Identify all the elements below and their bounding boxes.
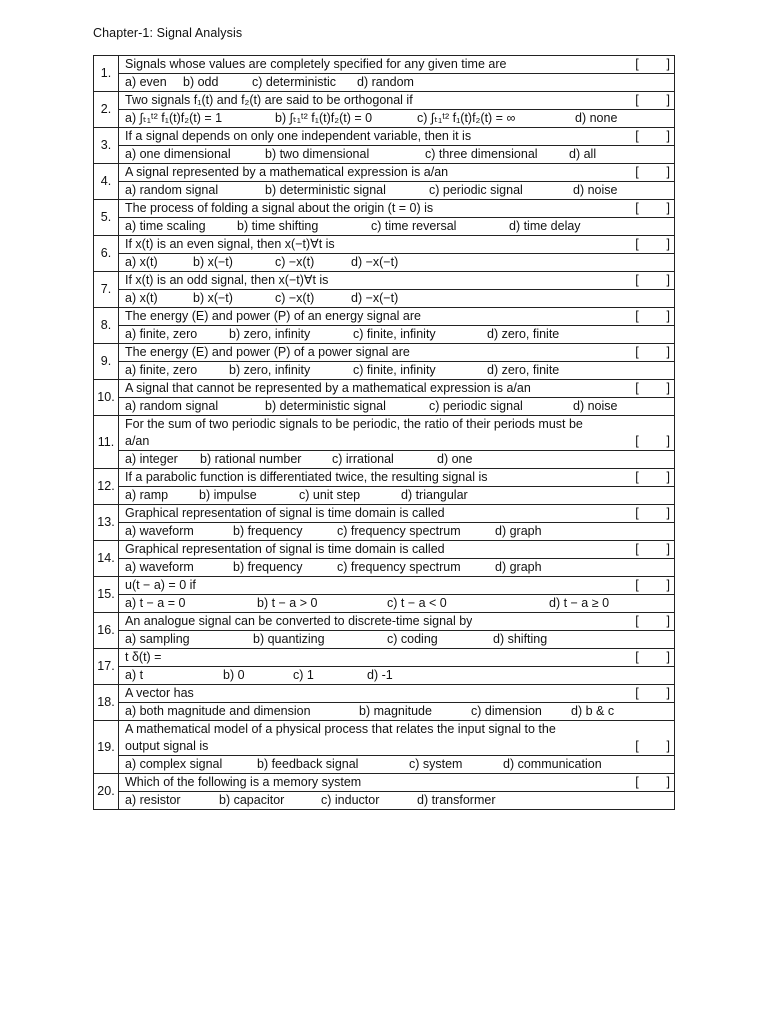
option-c[interactable]: c) frequency spectrum — [337, 524, 461, 538]
question-number: 13. — [94, 505, 119, 541]
question-text: For the sum of two periodic signals to be periodic, the ratio of their periods must be — [125, 417, 583, 431]
option-c[interactable]: c) deterministic — [252, 75, 337, 89]
options-row — [94, 595, 675, 613]
options-row — [94, 254, 675, 272]
question-row — [94, 505, 675, 523]
option-b[interactable]: b) t − a > 0 — [257, 596, 318, 610]
answer-bracket[interactable]: [ ] — [635, 542, 670, 556]
option-b[interactable]: b) odd — [183, 75, 219, 89]
option-b[interactable]: b) x(−t) — [193, 291, 233, 305]
question-row — [94, 469, 675, 487]
options-row — [94, 290, 675, 308]
option-d[interactable]: d) noise — [573, 183, 618, 197]
option-a[interactable]: a) time scaling — [125, 219, 206, 233]
question-text-cell — [119, 577, 675, 595]
question-number: 3. — [94, 128, 119, 164]
answer-bracket[interactable]: [ ] — [635, 345, 670, 359]
question-text: A signal represented by a mathematical expression is a/an — [125, 165, 449, 179]
question-text: If x(t) is an even signal, then x(−t)∀t is — [125, 237, 335, 251]
option-b[interactable]: b) impulse — [199, 488, 257, 502]
answer-bracket[interactable]: [ ] — [635, 57, 670, 71]
answer-bracket[interactable]: [ ] — [635, 309, 670, 323]
question-row — [94, 416, 675, 451]
question-number: 7. — [94, 272, 119, 308]
question-text: A vector has — [125, 686, 194, 700]
option-a[interactable]: a) ramp — [125, 488, 169, 502]
question-text-cell — [119, 92, 675, 110]
option-a[interactable]: a) random signal — [125, 399, 219, 413]
options-row — [94, 218, 675, 236]
question-row — [94, 541, 675, 559]
option-a[interactable]: a) ∫ₜ₁ᵗ² f₁(t)f₂(t) = 1 — [125, 111, 223, 125]
question-text-cell — [119, 164, 675, 182]
option-b[interactable]: b) feedback signal — [257, 757, 359, 771]
option-c[interactable]: c) finite, infinity — [353, 327, 436, 341]
option-d[interactable]: d) graph — [495, 524, 542, 538]
option-b[interactable]: b) zero, infinity — [229, 327, 311, 341]
question-text-cell — [119, 308, 675, 326]
question-number: 16. — [94, 613, 119, 649]
options-row — [94, 398, 675, 416]
question-number: 11. — [94, 416, 119, 469]
option-a[interactable]: a) t — [125, 668, 144, 682]
option-d[interactable]: d) one — [437, 452, 473, 466]
option-d[interactable]: d) zero, finite — [487, 327, 560, 341]
answer-bracket[interactable]: [ ] — [635, 201, 670, 215]
option-b[interactable]: b) frequency — [233, 524, 303, 538]
question-text: Graphical representation of signal is time domain is called — [125, 506, 445, 520]
option-b[interactable]: b) capacitor — [219, 793, 285, 807]
question-row — [94, 577, 675, 595]
options-cell — [119, 254, 675, 272]
answer-bracket[interactable]: [ ] — [635, 506, 670, 520]
question-row — [94, 721, 675, 756]
option-c[interactable]: c) unit step — [299, 488, 361, 502]
option-c[interactable]: c) 1 — [293, 668, 314, 682]
option-b[interactable]: b) time shifting — [237, 219, 319, 233]
question-number: 5. — [94, 200, 119, 236]
question-text: Signals whose values are completely specified for any given time are — [125, 57, 507, 71]
option-b[interactable]: b) quantizing — [253, 632, 325, 646]
question-text: If a signal depends on only one independent variable, then it is — [125, 129, 472, 143]
option-c[interactable]: c) time reversal — [371, 219, 457, 233]
question-row — [94, 344, 675, 362]
question-number: 6. — [94, 236, 119, 272]
options-row — [94, 792, 675, 810]
options-row — [94, 559, 675, 577]
option-b[interactable]: b) x(−t) — [193, 255, 233, 269]
question-text-cell — [119, 721, 675, 756]
options-cell — [119, 290, 675, 308]
option-a[interactable]: a) x(t) — [125, 291, 158, 305]
options-cell — [119, 326, 675, 344]
question-text: The process of folding a signal about the origin (t = 0) is — [125, 201, 434, 215]
option-c[interactable]: c) frequency spectrum — [337, 560, 461, 574]
option-a[interactable]: a) integer — [125, 452, 178, 466]
options-row — [94, 631, 675, 649]
question-text-cell — [119, 505, 675, 523]
question-text-cell — [119, 416, 675, 451]
options-row — [94, 703, 675, 721]
question-number: 12. — [94, 469, 119, 505]
options-row — [94, 74, 675, 92]
options-cell — [119, 756, 675, 774]
option-d[interactable]: d) t − a ≥ 0 — [549, 596, 610, 610]
option-c[interactable]: c) coding — [387, 632, 438, 646]
question-text: If a parabolic function is differentiated twice, the resulting signal is — [125, 470, 488, 484]
option-d[interactable]: d) none — [575, 111, 618, 125]
question-text-cell — [119, 128, 675, 146]
option-c[interactable]: c) system — [409, 757, 463, 771]
option-a[interactable]: a) complex signal — [125, 757, 223, 771]
option-a[interactable]: a) sampling — [125, 632, 190, 646]
answer-bracket[interactable]: [ ] — [635, 93, 670, 107]
options-row — [94, 756, 675, 774]
question-text: The energy (E) and power (P) of a power signal are — [125, 345, 410, 359]
question-text-cell — [119, 200, 675, 218]
option-d[interactable]: d) time delay — [509, 219, 581, 233]
question-text-continued: a/an — [125, 434, 150, 448]
question-number: 2. — [94, 92, 119, 128]
option-a[interactable]: a) waveform — [125, 560, 194, 574]
answer-bracket[interactable]: [ ] — [635, 739, 670, 753]
question-table — [93, 55, 675, 810]
option-b[interactable]: b) rational number — [200, 452, 302, 466]
question-row — [94, 56, 675, 74]
answer-bracket[interactable]: [ ] — [635, 129, 670, 143]
option-c[interactable]: c) finite, infinity — [353, 363, 436, 377]
options-cell — [119, 523, 675, 541]
question-text-cell — [119, 56, 675, 74]
option-a[interactable]: a) resistor — [125, 793, 181, 807]
option-b[interactable]: b) 0 — [223, 668, 245, 682]
question-row — [94, 649, 675, 667]
question-row — [94, 200, 675, 218]
question-number: 20. — [94, 774, 119, 810]
option-c[interactable]: c) −x(t) — [275, 255, 315, 269]
question-text-cell — [119, 774, 675, 792]
question-text: Which of the following is a memory system — [125, 775, 362, 789]
question-text: t δ(t) = — [125, 650, 162, 664]
option-b[interactable]: b) ∫ₜ₁ᵗ² f₁(t)f₂(t) = 0 — [275, 111, 373, 125]
option-b[interactable]: b) frequency — [233, 560, 303, 574]
option-d[interactable]: d) −x(−t) — [351, 255, 399, 269]
option-d[interactable]: d) −x(−t) — [351, 291, 399, 305]
answer-bracket[interactable]: [ ] — [635, 470, 670, 484]
question-text-cell — [119, 541, 675, 559]
question-row — [94, 92, 675, 110]
question-text-cell — [119, 469, 675, 487]
question-text-cell — [119, 685, 675, 703]
question-number: 15. — [94, 577, 119, 613]
option-a[interactable]: a) one dimensional — [125, 147, 231, 161]
option-d[interactable]: d) shifting — [493, 632, 548, 646]
question-number: 9. — [94, 344, 119, 380]
option-d[interactable]: d) triangular — [401, 488, 468, 502]
question-row — [94, 128, 675, 146]
question-row — [94, 380, 675, 398]
question-number: 19. — [94, 721, 119, 774]
option-a[interactable]: a) t − a = 0 — [125, 596, 186, 610]
options-cell — [119, 451, 675, 469]
option-c[interactable]: c) three dimensional — [425, 147, 538, 161]
option-a[interactable]: a) finite, zero — [125, 327, 198, 341]
option-d[interactable]: d) noise — [573, 399, 618, 413]
question-row — [94, 164, 675, 182]
options-row — [94, 451, 675, 469]
option-b[interactable]: b) magnitude — [359, 704, 432, 718]
option-a[interactable]: a) random signal — [125, 183, 219, 197]
question-text: A signal that cannot be represented by a mathematical expression is a/an — [125, 381, 531, 395]
question-number: 17. — [94, 649, 119, 685]
options-row — [94, 487, 675, 505]
answer-bracket[interactable]: [ ] — [635, 775, 670, 789]
options-cell — [119, 667, 675, 685]
question-row — [94, 685, 675, 703]
option-c[interactable]: c) irrational — [332, 452, 394, 466]
options-row — [94, 362, 675, 380]
question-number: 1. — [94, 56, 119, 92]
question-row — [94, 236, 675, 254]
options-cell — [119, 362, 675, 380]
question-row — [94, 308, 675, 326]
option-d[interactable]: d) all — [569, 147, 597, 161]
question-text-cell — [119, 236, 675, 254]
options-row — [94, 523, 675, 541]
option-c[interactable]: c) periodic signal — [429, 399, 523, 413]
answer-bracket[interactable]: [ ] — [635, 237, 670, 251]
option-b[interactable]: b) deterministic signal — [265, 183, 386, 197]
options-cell — [119, 595, 675, 613]
option-d[interactable]: d) communication — [503, 757, 602, 771]
option-a[interactable]: a) x(t) — [125, 255, 158, 269]
question-row — [94, 272, 675, 290]
answer-bracket[interactable]: [ ] — [635, 165, 670, 179]
options-cell — [119, 792, 675, 810]
options-cell — [119, 218, 675, 236]
question-number: 18. — [94, 685, 119, 721]
option-c[interactable]: c) dimension — [471, 704, 542, 718]
option-b[interactable]: b) zero, infinity — [229, 363, 311, 377]
options-cell — [119, 146, 675, 164]
options-row — [94, 110, 675, 128]
page-title: Chapter-1: Signal Analysis — [93, 26, 243, 40]
question-text: The energy (E) and power (P) of an energy signal are — [125, 309, 421, 323]
option-a[interactable]: a) finite, zero — [125, 363, 198, 377]
question-number: 14. — [94, 541, 119, 577]
options-cell — [119, 110, 675, 128]
question-text-cell — [119, 380, 675, 398]
option-b[interactable]: b) deterministic signal — [265, 399, 386, 413]
question-text: Graphical representation of signal is time domain is called — [125, 542, 445, 556]
question-number: 10. — [94, 380, 119, 416]
options-row — [94, 667, 675, 685]
option-d[interactable]: d) graph — [495, 560, 542, 574]
question-text-cell — [119, 649, 675, 667]
answer-bracket[interactable]: [ ] — [635, 686, 670, 700]
question-text: An analogue signal can be converted to discrete-time signal by — [125, 614, 473, 628]
question-text-continued: output signal is — [125, 739, 209, 753]
option-d[interactable]: d) b & c — [571, 704, 615, 718]
answer-bracket[interactable]: [ ] — [635, 614, 670, 628]
question-text: A mathematical model of a physical process that relates the input signal to the — [125, 722, 556, 736]
question-number: 8. — [94, 308, 119, 344]
answer-bracket[interactable]: [ ] — [635, 578, 670, 592]
option-d[interactable]: d) -1 — [367, 668, 393, 682]
option-a[interactable]: a) even — [125, 75, 167, 89]
option-d[interactable]: d) random — [357, 75, 414, 89]
answer-bracket[interactable]: [ ] — [635, 650, 670, 664]
question-row — [94, 774, 675, 792]
options-row — [94, 182, 675, 200]
option-c[interactable]: c) inductor — [321, 793, 380, 807]
options-cell — [119, 487, 675, 505]
question-text: Two signals f₁(t) and f₂(t) are said to be orthogonal if — [125, 93, 413, 107]
options-cell — [119, 559, 675, 577]
options-cell — [119, 74, 675, 92]
options-row — [94, 146, 675, 164]
options-cell — [119, 182, 675, 200]
option-a[interactable]: a) both magnitude and dimension — [125, 704, 311, 718]
option-d[interactable]: d) transformer — [417, 793, 496, 807]
question-text-cell — [119, 272, 675, 290]
option-c[interactable]: c) ∫ₜ₁ᵗ² f₁(t)f₂(t) = ∞ — [417, 111, 516, 125]
question-text-cell — [119, 344, 675, 362]
options-cell — [119, 398, 675, 416]
answer-bracket[interactable]: [ ] — [635, 273, 670, 287]
question-row — [94, 613, 675, 631]
option-c[interactable]: c) t − a < 0 — [387, 596, 447, 610]
question-text: u(t − a) = 0 if — [125, 578, 196, 592]
option-b[interactable]: b) two dimensional — [265, 147, 370, 161]
options-cell — [119, 631, 675, 649]
option-c[interactable]: c) −x(t) — [275, 291, 315, 305]
option-c[interactable]: c) periodic signal — [429, 183, 523, 197]
question-number: 4. — [94, 164, 119, 200]
options-cell — [119, 703, 675, 721]
question-text-cell — [119, 613, 675, 631]
answer-bracket[interactable]: [ ] — [635, 434, 670, 448]
question-text: If x(t) is an odd signal, then x(−t)∀t is — [125, 273, 329, 287]
answer-bracket[interactable]: [ ] — [635, 381, 670, 395]
options-row — [94, 326, 675, 344]
option-a[interactable]: a) waveform — [125, 524, 194, 538]
option-d[interactable]: d) zero, finite — [487, 363, 560, 377]
